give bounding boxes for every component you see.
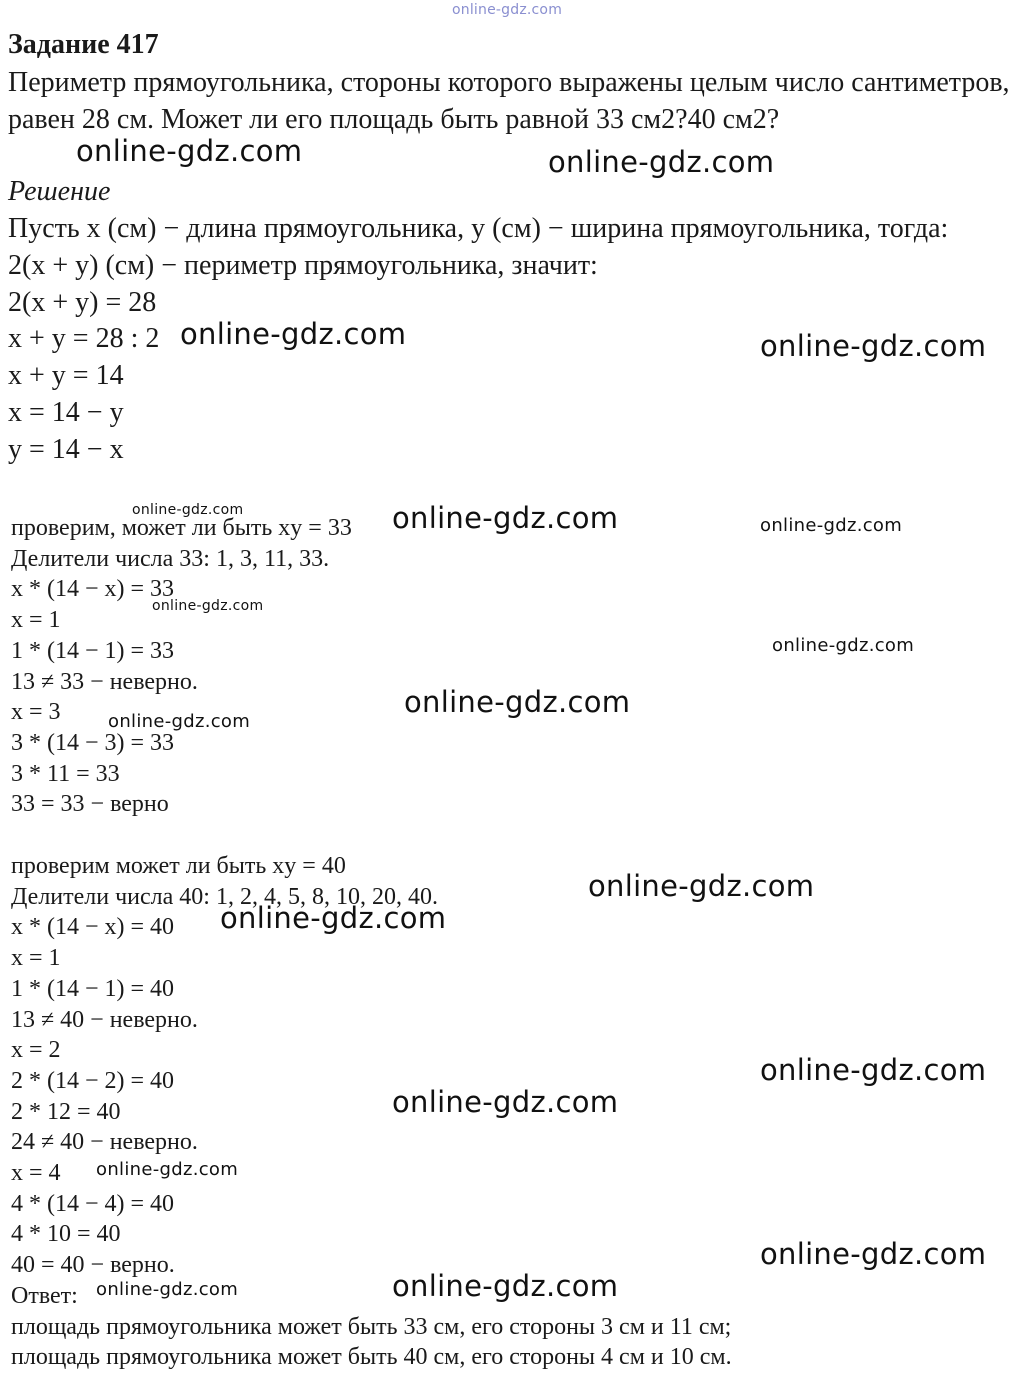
watermark: online-gdz.com bbox=[760, 1237, 987, 1271]
header-watermark: online-gdz.com bbox=[452, 2, 563, 18]
check-line: 40 = 40 − верно. bbox=[11, 1252, 175, 1279]
check-line: 1 * (14 − 1) = 33 bbox=[11, 637, 175, 664]
answer-label: Ответ: bbox=[11, 1283, 78, 1309]
answer-line: площадь прямоугольника может быть 40 см, его стороны 4 см и 10 см. bbox=[11, 1344, 732, 1371]
problem-text: Периметр прямоугольника, стороны которого выражены целым число сантиметров, равен 28 см. Может ли его площадь быть равной 33 см2?40 см2? bbox=[8, 67, 1010, 135]
watermark: online-gdz.com bbox=[588, 869, 815, 903]
check-line: Делители числа 33: 1, 3, 11, 33. bbox=[11, 545, 330, 572]
check-33-section bbox=[11, 513, 352, 820]
check-line: x * (14 − x) = 33 bbox=[11, 576, 175, 603]
watermark: online-gdz.com bbox=[404, 685, 631, 719]
solution-line: 2(x + y) = 28 bbox=[8, 286, 157, 318]
watermark: online-gdz.com bbox=[180, 317, 407, 351]
check-line: 1 * (14 − 1) = 40 bbox=[11, 975, 175, 1002]
check-line: проверим, может ли быть xy = 33 bbox=[11, 515, 352, 541]
watermark: online-gdz.com bbox=[96, 1159, 239, 1180]
check-line: x * (14 − x) = 40 bbox=[11, 914, 175, 941]
watermark: online-gdz.com bbox=[108, 711, 251, 732]
solution-line: y = 14 − x bbox=[8, 433, 124, 465]
solution-line: x = 14 − y bbox=[8, 396, 124, 428]
watermark: online-gdz.com bbox=[760, 329, 987, 363]
watermark: online-gdz.com bbox=[760, 1053, 987, 1087]
check-line: x = 3 bbox=[11, 699, 61, 726]
check-line: x = 2 bbox=[11, 1037, 61, 1064]
solution-line: x + y = 28 : 2 bbox=[8, 323, 160, 355]
watermark: online-gdz.com bbox=[76, 134, 303, 168]
task-title: Задание 417 bbox=[8, 29, 159, 60]
watermark: online-gdz.com bbox=[132, 502, 244, 518]
check-line: 2 * (14 − 2) = 40 bbox=[11, 1067, 175, 1094]
check-line: 3 * 11 = 33 bbox=[11, 760, 120, 787]
solution-line: x + y = 14 bbox=[8, 360, 124, 392]
watermark: online-gdz.com bbox=[392, 1269, 619, 1303]
answer-line: площадь прямоугольника может быть 33 см, его стороны 3 см и 11 см; bbox=[11, 1313, 732, 1340]
check-line: 24 ≠ 40 − неверно. bbox=[11, 1129, 198, 1156]
watermark: online-gdz.com bbox=[220, 901, 447, 935]
watermark: online-gdz.com bbox=[152, 598, 264, 614]
check-line: 13 ≠ 33 − неверно. bbox=[11, 668, 198, 695]
check-line: 2 * 12 = 40 bbox=[11, 1098, 121, 1125]
solution-line: 2(x + y) (см) − периметр прямоугольника, значит: bbox=[8, 249, 598, 281]
check-line: x = 1 bbox=[11, 945, 61, 972]
watermark: online-gdz.com bbox=[392, 1085, 619, 1119]
check-line: 13 ≠ 40 − неверно. bbox=[11, 1006, 198, 1033]
check-line: 4 * (14 − 4) = 40 bbox=[11, 1190, 175, 1217]
solution-line: Пусть x (см) − длина прямоугольника, y (см) − ширина прямоугольника, тогда: bbox=[8, 213, 949, 244]
watermark: online-gdz.com bbox=[772, 635, 915, 656]
check-line: 4 * 10 = 40 bbox=[11, 1221, 121, 1248]
watermark: online-gdz.com bbox=[392, 501, 619, 535]
check-line: x = 4 bbox=[11, 1160, 61, 1187]
watermark: online-gdz.com bbox=[96, 1279, 239, 1300]
check-line: x = 1 bbox=[11, 607, 61, 634]
solution-heading: Решение bbox=[8, 176, 111, 207]
watermark: online-gdz.com bbox=[548, 145, 775, 179]
check-line: проверим может ли быть xy = 40 bbox=[11, 853, 346, 879]
check-line: 3 * (14 − 3) = 33 bbox=[11, 729, 175, 756]
check-line: Делители числа 40: 1, 2, 4, 5, 8, 10, 20, 40. bbox=[11, 883, 438, 910]
watermark: online-gdz.com bbox=[760, 515, 903, 536]
check-line: 33 = 33 − верно bbox=[11, 791, 169, 818]
